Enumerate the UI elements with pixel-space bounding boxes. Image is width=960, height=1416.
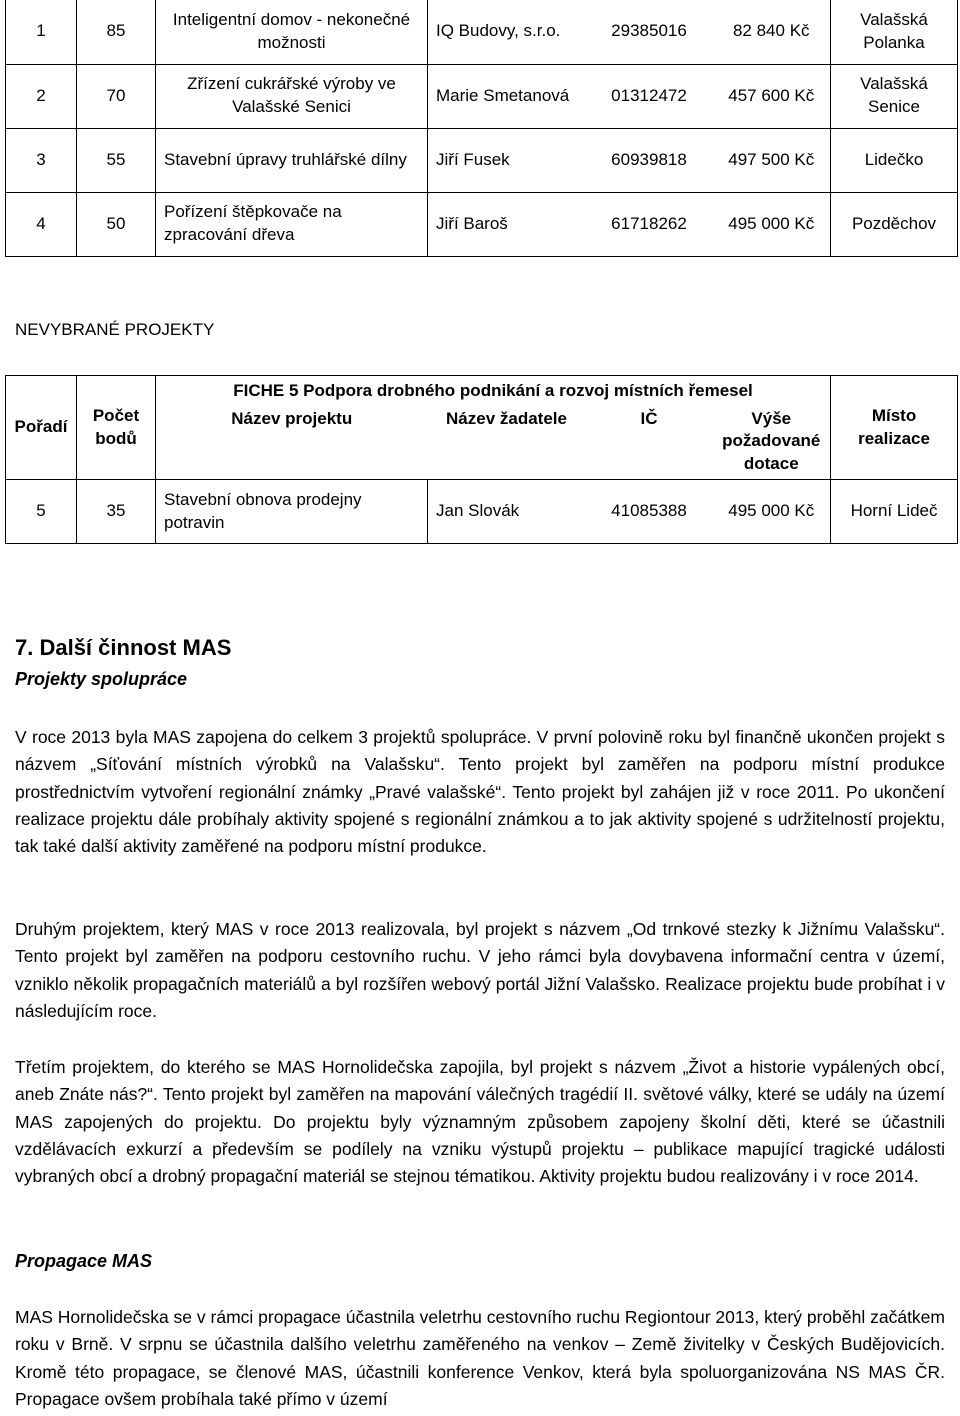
unselected-projects-label: NEVYBRANÉ PROJEKTY (15, 320, 215, 339)
amount-cell: 495 000 Kč (713, 480, 831, 544)
amount-cell: 497 500 Kč (713, 128, 831, 192)
applicant-cell: Jan Slovák (428, 480, 586, 544)
fiche-title: FICHE 5 Podpora drobného podnikání a rozvoj místních řemesel (156, 376, 831, 406)
amount-cell: 495 000 Kč (713, 192, 831, 256)
ic-cell: 41085388 (586, 480, 713, 544)
points-cell: 70 (77, 64, 156, 128)
paragraph-cooperation-3: Třetím projektem, do kterého se MAS Hornolidečska zapojila, byl projekt s názvem „Život a historie vypálených obcí, aneb Znáte nás?“. Tento projekt byl zaměřen na mapování válečných tragédií II. světové války, které se udály na území MAS zapojených do projektu. Do projektu byly významným způsobem zapojeny školní děti, které se účastnili vzdělávacích exkurzí a především se podílely na vzniku výstupů projektu – publikace mapující tragické události vybraných obcí a drobný propagační materiál se stejnou tématikou. Aktivity projektu budou realizovány i v roce 2014. (15, 1057, 945, 1187)
table-row (6, 128, 958, 192)
project-name-cell: Pořízení štěpkovače na zpracování dřeva (156, 192, 428, 256)
table-row (6, 64, 958, 128)
selected-projects-table (5, 0, 958, 257)
section-heading: 7. Další činnost MAS (15, 635, 232, 660)
place-cell: Lidečko (831, 128, 958, 192)
header-ic: IČ (586, 406, 713, 480)
table-row (6, 480, 958, 544)
order-cell: 3 (6, 128, 77, 192)
subheading-cooperation: Projekty spolupráce (15, 669, 188, 689)
place-cell: Horní Lideč (831, 480, 958, 544)
applicant-cell: Marie Smetanová (428, 64, 586, 128)
paragraph-cooperation-1: V roce 2013 byla MAS zapojena do celkem 3 projektů spolupráce. V první polovině roku byl finančně ukončen projekt s názvem „Síťování místních výrobků na Valašsku“. Tento projekt byl zaměřen na podporu místní produkce prostřednictvím vytvoření regionální známky „Pravé valašské“. Tento projekt byl zahájen již v roce 2011. Po ukončení realizace projektu dále probíhaly aktivity spojené s regionální známkou a to jak aktivity spojené s udržitelností projektu, tak také další aktivity zaměřené na podporu místní produkce. (15, 727, 945, 857)
project-name-cell: Stavební úpravy truhlářské dílny (156, 128, 428, 192)
project-name-cell: Inteligentní domov - nekonečné možnosti (156, 0, 428, 64)
order-cell: 2 (6, 64, 77, 128)
points-cell: 55 (77, 128, 156, 192)
ic-cell: 61718262 (586, 192, 713, 256)
header-points: Počet bodů (77, 376, 156, 480)
points-cell: 35 (77, 480, 156, 544)
table-row (6, 192, 958, 256)
applicant-cell: Jiří Fusek (428, 128, 586, 192)
applicant-cell: IQ Budovy, s.r.o. (428, 0, 586, 64)
unselected-projects-table (5, 375, 958, 544)
amount-cell: 82 840 Kč (713, 0, 831, 64)
fiche-header-row (6, 376, 958, 406)
order-cell: 1 (6, 0, 77, 64)
place-cell: Valašská Senice (831, 64, 958, 128)
points-cell: 50 (77, 192, 156, 256)
header-applicant: Název žadatele (428, 406, 586, 480)
place-cell: Pozděchov (831, 192, 958, 256)
header-place: Místo realizace (831, 376, 958, 480)
ic-cell: 29385016 (586, 0, 713, 64)
project-name-cell: Zřízení cukrářské výroby ve Valašské Senici (156, 64, 428, 128)
ic-cell: 01312472 (586, 64, 713, 128)
ic-cell: 60939818 (586, 128, 713, 192)
project-name-cell: Stavební obnova prodejny potravin (156, 480, 428, 544)
table-row (6, 0, 958, 64)
paragraph-cooperation-2: Druhým projektem, který MAS v roce 2013 realizovala, byl projekt s názvem „Od trnkové stezky k Jižnímu Valašsku“. Tento projekt byl zaměřen na podporu cestovního ruchu. V jeho rámci byla dovybavena informační centra v území, vzniklo několik propagačních materiálů a byl rozšířen webový portál Jižní Valašsko. Realizace projektu bude probíhat i v následujícím roce. (15, 919, 945, 1021)
order-cell: 5 (6, 480, 77, 544)
header-project: Název projektu (156, 406, 428, 480)
points-cell: 85 (77, 0, 156, 64)
place-cell: Valašská Polanka (831, 0, 958, 64)
subheading-promotion: Propagace MAS (15, 1251, 153, 1271)
applicant-cell: Jiří Baroš (428, 192, 586, 256)
amount-cell: 457 600 Kč (713, 64, 831, 128)
header-amount: Výše požadované dotace (713, 406, 831, 480)
paragraph-promotion: MAS Hornolidečska se v rámci propagace účastnila veletrhu cestovního ruchu Regiontour 2013, který proběhl začátkem roku v Brně. V srpnu se účastnila dalšího veletrhu zaměřeného na venkov – Země živitelky v Českých Budějovicích. Kromě této propagace, se členové MAS, účastnili konference Venkov, která byla spoluorganizována NS MAS ČR. Propagace ovšem probíhala také přímo v území (15, 1307, 945, 1409)
header-order: Pořadí (6, 376, 77, 480)
order-cell: 4 (6, 192, 77, 256)
